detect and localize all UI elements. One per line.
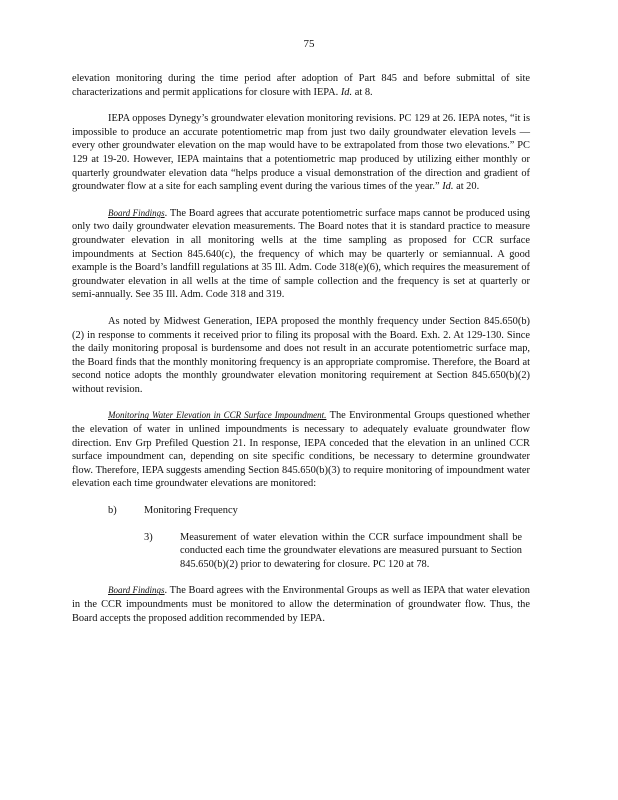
citation-id: Id. <box>340 86 353 98</box>
list-item-b <box>108 504 530 518</box>
paragraph-4: As noted by Midwest Generation, IEPA proposed the monthly frequency under Section 845.650(b)(2) in response to comments it received prior to filing its proposal with the Board. Exh. 2. At 129-130. Since the daily monitoring proposal is burdensome and does not result in an accurate potentiometric surface map, the Board finds that the monthly monitoring frequency is an appropriate compromise. Therefore, the Board at second notice adopts the monthly groundwater elevation monitoring requirement at Section 845.650(b)(2) without revision. <box>72 315 530 395</box>
list-label: 3) <box>144 531 153 543</box>
citation-id: Id. <box>442 181 454 193</box>
section-heading: Board Findings <box>108 585 165 596</box>
section-heading: Monitoring Water Elevation in CCR Surface Impoundment. <box>108 410 327 421</box>
document-body <box>72 72 530 638</box>
paragraph-2: IEPA opposes Dynegy’s groundwater elevation monitoring revisions. PC 129 at 26. IEPA notes, “it is impossible to produce an accurate potentiometric map from just two daily groundwater elevation levels — every other groundwater elevation on the map would have to be extrapolated from those two elevations.” PC 129 at 19-20. However, IEPA maintains that a potentiometric map produced by utilizing either monthly or quarterly groundwater elevation data “helps produce a visual demonstration of the direction and gradient of groundwater flow at a site for each sampling event during the various times of the year.” Id. at 20. <box>72 113 530 193</box>
section-heading: Board Findings <box>108 207 165 218</box>
list-text: Measurement of water elevation within the CCR surface impoundment shall be conducted each time the groundwater elevations are measured pursuant to Section 845.650(b)(2) prior to dewatering for closure. PC 120 at 78. <box>180 531 522 570</box>
paragraph-board-findings-1: Board Findings. The Board agrees that accurate potentiometric surface maps cannot be produced using only two daily groundwater elevation measurements. The Board notes that it is standard practice to measure groundwater elevation in all monitoring wells at the time sampling as proposed for CCR surface impoundments at Section 845.640(c), the frequency of which may be quarterly or semiannual. A good example is the Board’s landfill regulations at 35 Ill. Adm. Code 318(e)(6), which requires the measurement of groundwater elevation in all wells at the time of sample collection and the frequency is set at quarterly or semi-annually. See 35 Ill. Adm. Code 318 and 319. <box>72 207 530 301</box>
list-label: b) <box>108 505 117 517</box>
list-text: Monitoring Frequency <box>144 505 238 517</box>
paragraph-monitoring-water-elevation: Monitoring Water Elevation in CCR Surface Impoundment. The Environmental Groups questioned whether the elevation of water in unlined impoundments is necessary to adequately evaluate groundwater flow direction. Env Grp Prefiled Question 21. In response, IEPA conceded that the elevation in an unlined CCR surface impoundment can, depending on site specific conditions, be necessary to determine groundwater flow. Therefore, IEPA suggests amending Section 845.650(b)(3) to require monitoring of impoundment water elevation each time groundwater elevations are monitored: <box>72 410 530 490</box>
paragraph-board-findings-2: Board Findings. The Board agrees with the Environmental Groups as well as IEPA that water elevation in the CCR impoundments must be monitored to allow the determination of groundwater flow. Thus, the Board accepts the proposed addition recommended by IEPA. <box>72 585 530 624</box>
list-item-3 <box>144 531 522 572</box>
paragraph-1: elevation monitoring during the time period after adoption of Part 845 and before submittal of site characterizations and permit applications for closure with IEPA. Id. at 8. <box>72 73 530 98</box>
page-number: 75 <box>303 38 315 50</box>
